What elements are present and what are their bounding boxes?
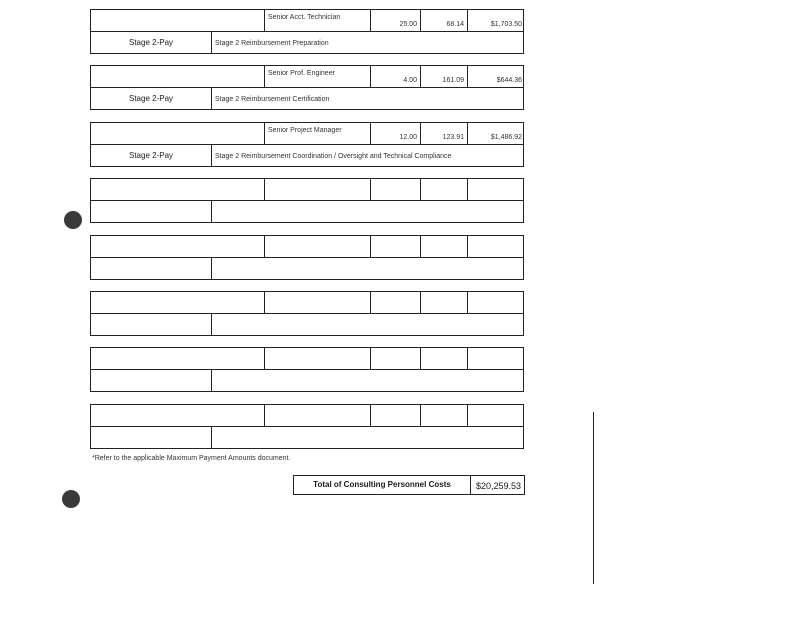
empty-top-row xyxy=(90,235,524,258)
stage-label: Stage 2-Pay xyxy=(128,94,174,103)
empty-cell xyxy=(211,258,523,279)
empty-cell xyxy=(370,236,420,257)
hours-cell xyxy=(370,123,420,144)
empty-bottom-row xyxy=(90,200,524,223)
stage-label: Stage 2-Pay xyxy=(128,38,174,47)
hours-value: 12.00 xyxy=(399,134,417,141)
empty-cost-entry-4 xyxy=(90,347,524,392)
cost-entry-top-row xyxy=(90,122,524,145)
empty-bottom-row xyxy=(90,257,524,280)
description-cell xyxy=(211,145,523,166)
empty-cell xyxy=(264,179,370,200)
empty-cell xyxy=(264,292,370,313)
empty-cell xyxy=(264,236,370,257)
empty-cell xyxy=(211,370,523,391)
punch-hole-mark xyxy=(64,211,82,229)
cost-entry-bottom-row xyxy=(90,31,524,54)
task-description: Stage 2 Reimbursement Preparation xyxy=(215,40,329,47)
cost-entry-bottom-row xyxy=(90,144,524,167)
rate-value: 123.91 xyxy=(442,134,464,141)
stage-label: Stage 2-Pay xyxy=(128,151,174,160)
empty-cell xyxy=(211,427,523,448)
cost-entry-top-row xyxy=(90,9,524,32)
cost-entry-1 xyxy=(90,9,524,54)
empty-cell xyxy=(467,292,525,313)
cost-entry-2 xyxy=(90,65,524,110)
empty-top-row xyxy=(90,347,524,370)
punch-hole-mark xyxy=(62,490,80,508)
empty-cell xyxy=(420,179,467,200)
amount-cell xyxy=(467,123,525,144)
empty-cell xyxy=(420,236,467,257)
rate-value: 161.09 xyxy=(442,77,464,84)
empty-cell xyxy=(420,292,467,313)
empty-cell xyxy=(467,236,525,257)
rate-cell xyxy=(420,123,467,144)
total-label: Total of Consulting Personnel Costs xyxy=(294,476,471,494)
cost-entry-3 xyxy=(90,122,524,167)
position-title-cell xyxy=(264,123,370,144)
empty-cell xyxy=(370,405,420,426)
total-box xyxy=(293,475,525,495)
position-title: Senior Project Manager xyxy=(268,127,342,134)
rate-cell xyxy=(420,66,467,87)
empty-cell xyxy=(264,405,370,426)
position-title-cell xyxy=(264,66,370,87)
empty-cost-entry-2 xyxy=(90,235,524,280)
empty-bottom-row xyxy=(90,369,524,392)
empty-cell xyxy=(370,348,420,369)
empty-bottom-row xyxy=(90,426,524,449)
amount-cell xyxy=(467,10,525,31)
empty-cell xyxy=(370,292,420,313)
empty-top-row xyxy=(90,291,524,314)
hours-value: 4.00 xyxy=(403,77,417,84)
position-title-cell xyxy=(264,10,370,31)
cost-entry-bottom-row xyxy=(90,87,524,110)
empty-cost-entry-1 xyxy=(90,178,524,223)
empty-cell xyxy=(211,201,523,222)
description-cell xyxy=(211,32,523,53)
description-cell xyxy=(211,88,523,109)
empty-cell xyxy=(420,405,467,426)
hours-cell xyxy=(370,66,420,87)
amount-value: $1,486.92 xyxy=(490,134,522,141)
hours-value: 25.00 xyxy=(399,21,417,28)
position-title: Senior Prof. Engineer xyxy=(268,70,335,77)
rate-cell xyxy=(420,10,467,31)
empty-cell xyxy=(467,179,525,200)
empty-cost-entry-3 xyxy=(90,291,524,336)
empty-top-row xyxy=(90,178,524,201)
footnote: *Refer to the applicable Maximum Payment Amounts document. xyxy=(92,455,291,462)
empty-bottom-row xyxy=(90,313,524,336)
empty-cell xyxy=(264,348,370,369)
empty-cell xyxy=(467,348,525,369)
empty-cost-entry-5 xyxy=(90,404,524,449)
amount-value: $644.36 xyxy=(496,77,522,84)
cost-entry-top-row xyxy=(90,65,524,88)
amount-value: $1,703.50 xyxy=(490,21,522,28)
amount-cell xyxy=(467,66,525,87)
rate-value: 68.14 xyxy=(446,21,464,28)
position-title: Senior Acct. Technician xyxy=(268,14,341,21)
empty-cell xyxy=(370,179,420,200)
task-description: Stage 2 Reimbursement Coordination / Oversight and Technical Compliance xyxy=(215,153,452,160)
empty-cell xyxy=(211,314,523,335)
hours-cell xyxy=(370,10,420,31)
empty-cell xyxy=(467,405,525,426)
task-description: Stage 2 Reimbursement Certification xyxy=(215,96,330,103)
total-value: $20,259.53 xyxy=(475,481,521,491)
empty-top-row xyxy=(90,404,524,427)
margin-line xyxy=(593,412,594,584)
empty-cell xyxy=(420,348,467,369)
